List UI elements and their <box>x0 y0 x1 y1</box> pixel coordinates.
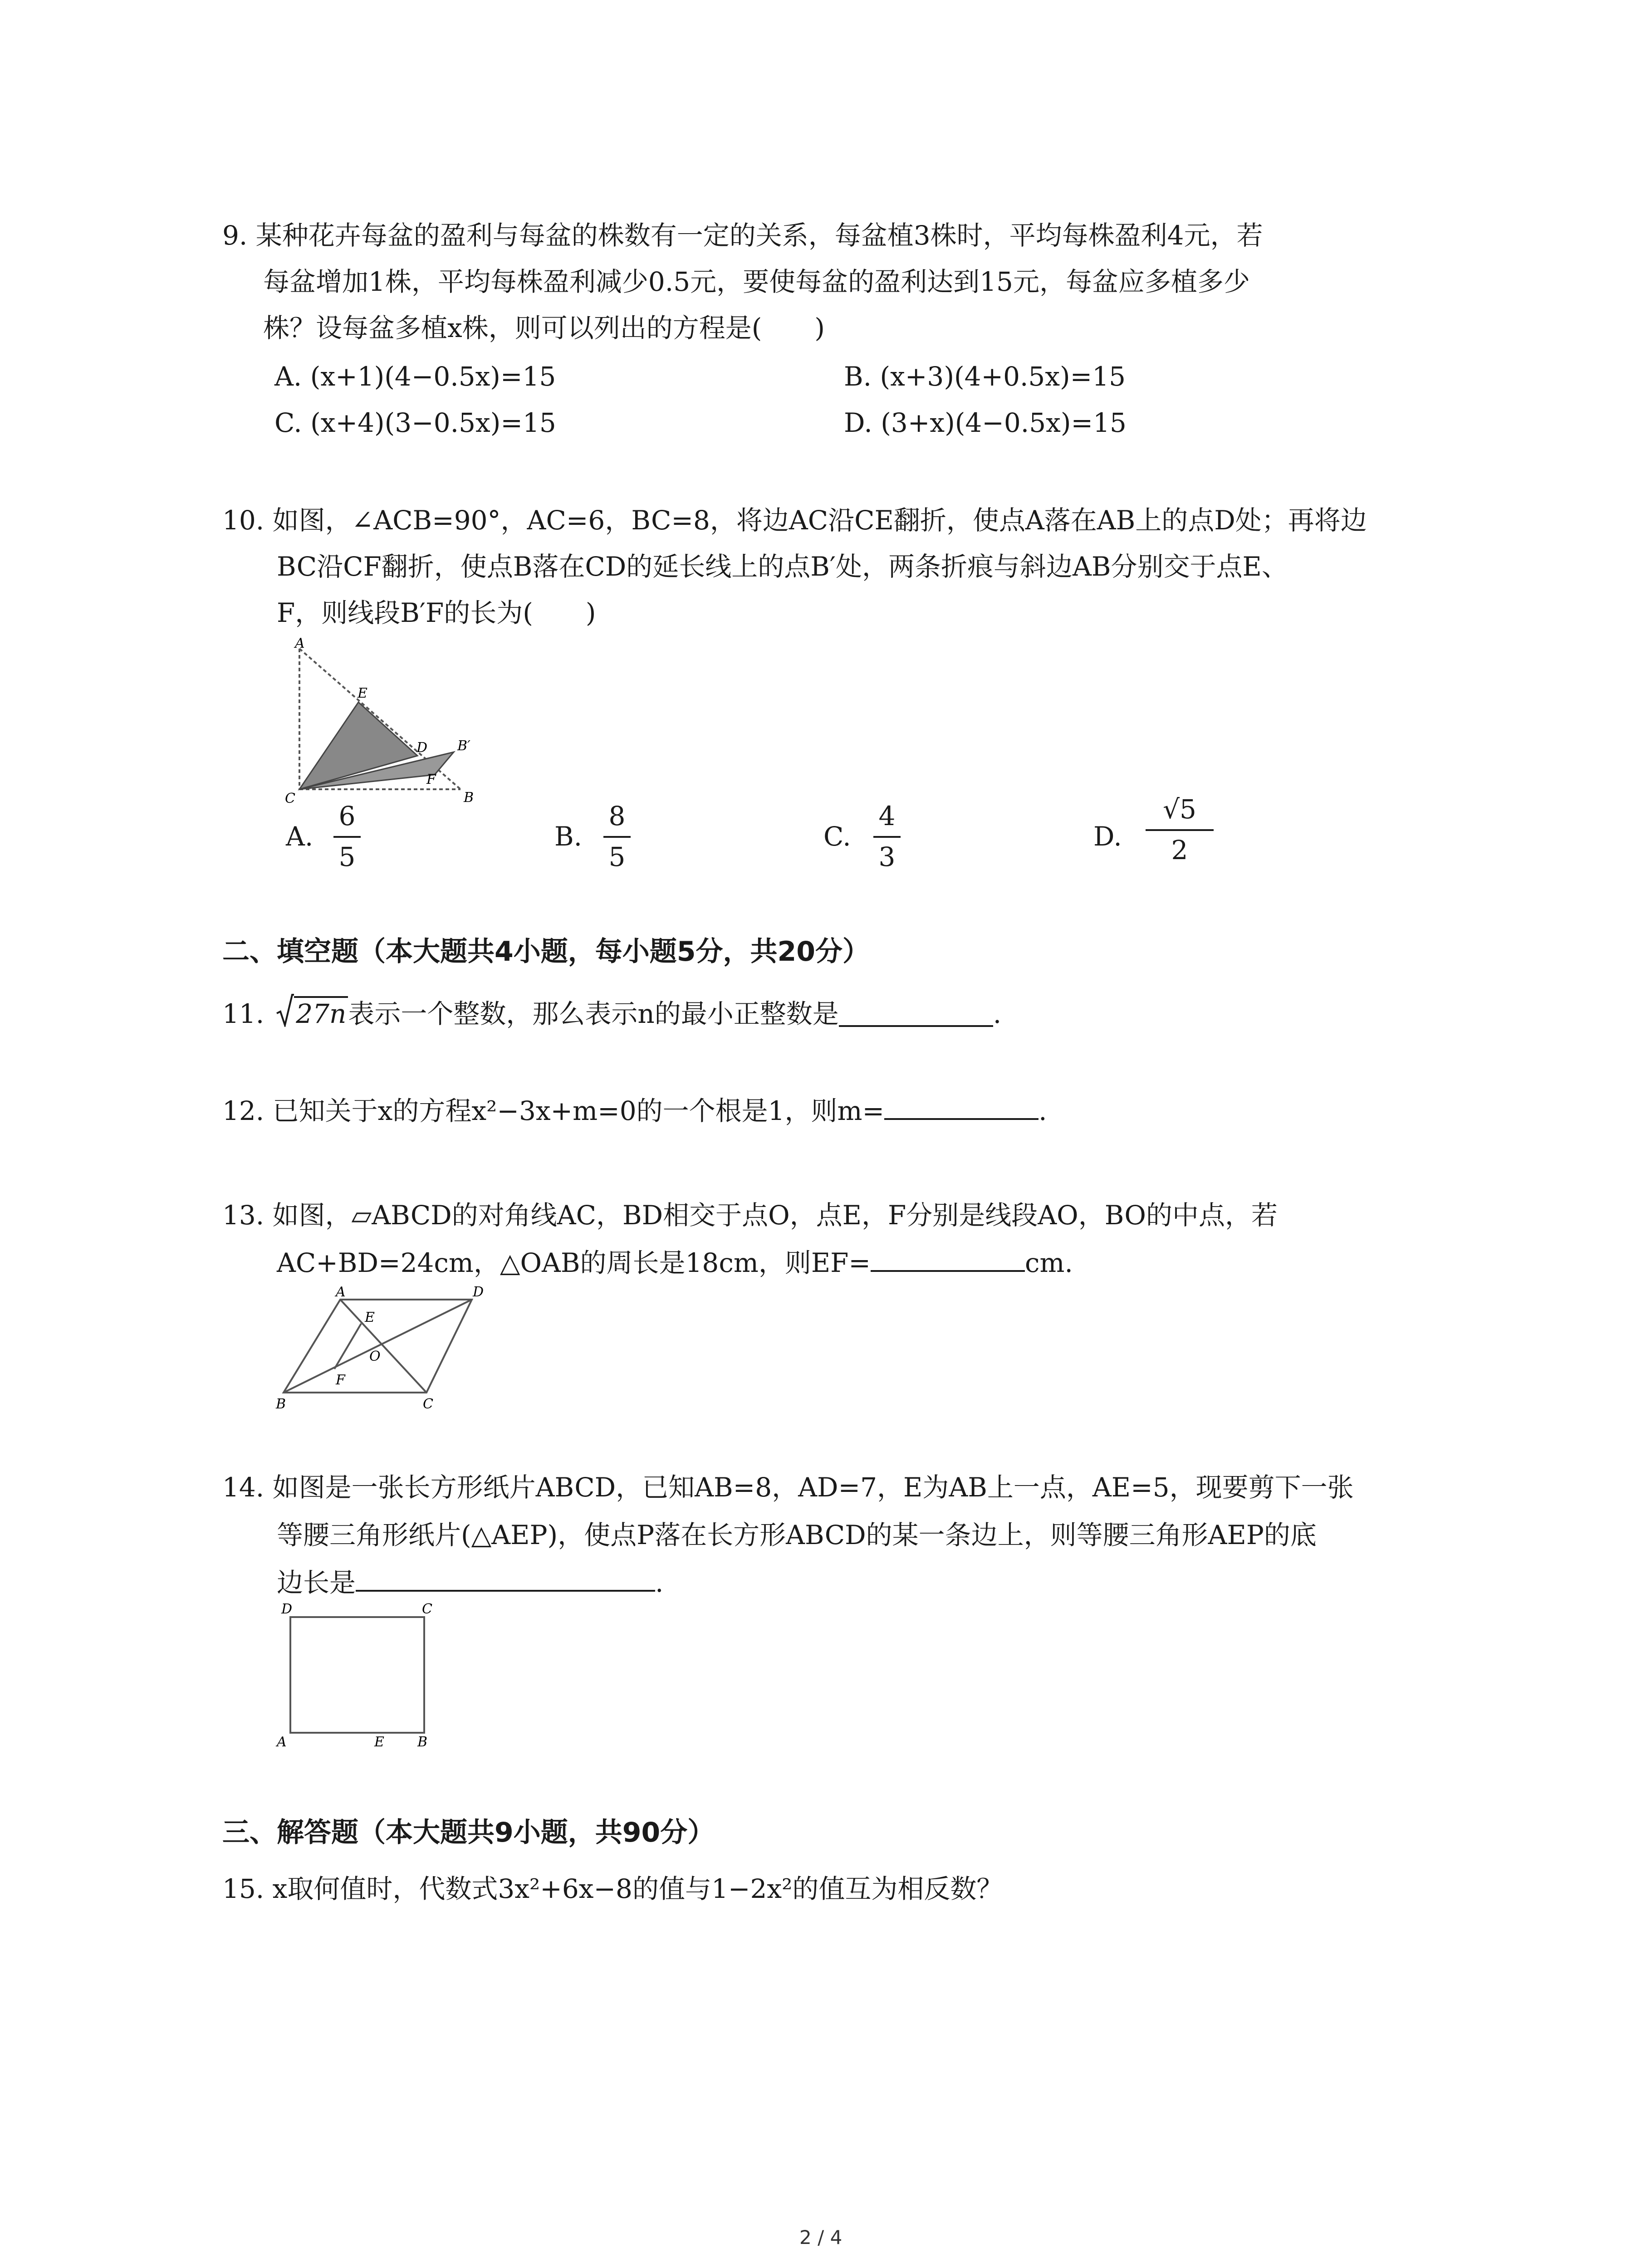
q14-line3-text: 边长是 <box>277 1567 356 1598</box>
q10-line1: 10. 如图，∠ACB=90°，AC=6，BC=8，将边AC沿CE翻折，使点A落在AB上的点D处；再将边 <box>222 505 1367 536</box>
q11-number: 11. <box>222 998 265 1029</box>
q13-fig-label-o: O <box>369 1349 381 1364</box>
q14-line2: 等腰三角形纸片(△AEP)，使点P落在长方形ABCD的某一条边上，则等腰三角形AEP的底 <box>277 1520 1317 1550</box>
q13-fig-label-b: B <box>276 1396 286 1412</box>
q14-fig-label-d: D <box>281 1601 293 1617</box>
radical-sign-icon <box>276 993 294 1027</box>
q14-figure <box>272 1599 454 1749</box>
q13-unit: cm. <box>1025 1247 1073 1278</box>
q12-line <box>222 1095 1047 1126</box>
q14-fig-label-c: C <box>422 1601 432 1617</box>
q9-option-b: B. (x+3)(4+0.5x)=15 <box>844 361 1126 392</box>
page-number: 2 / 4 <box>799 2226 843 2248</box>
q10-option-a-denominator: 5 <box>338 841 356 872</box>
q11-radicand: 27n <box>294 996 348 1027</box>
q10-fig-label-a: A <box>295 635 305 651</box>
q10-figure <box>281 631 495 812</box>
q11-text: 表示一个整数，那么表示n的最小正整数是 <box>348 998 839 1029</box>
q10-option-d-denominator: 2 <box>1171 835 1188 865</box>
q10-option-d-numerator: √5 <box>1163 794 1196 825</box>
q10-option-b-fraction <box>603 801 631 872</box>
q9-line2: 每盆增加1株，平均每株盈利减少0.5元，要使每盆的盈利达到15元，每盆应多植多少 <box>263 266 1250 297</box>
q14-fig-label-e: E <box>374 1734 384 1749</box>
q14-fig-label-b: B <box>417 1734 428 1749</box>
q10-option-c-fraction <box>873 801 901 872</box>
q13-line2 <box>277 1247 1073 1278</box>
q10-option-a-fraction <box>333 801 361 872</box>
section-3-heading: 三、解答题（本大题共9小题，共90分） <box>222 1817 715 1848</box>
q14-end: . <box>655 1567 664 1598</box>
q12-answer-blank[interactable] <box>884 1118 1038 1120</box>
q9-option-d: D. (3+x)(4−0.5x)=15 <box>844 407 1127 438</box>
q12-end: . <box>1038 1095 1047 1126</box>
q13-line1: 13. 如图，▱ABCD的对角线AC，BD相交于点O，点E，F分别是线段AO，BO的中点，若 <box>222 1200 1278 1231</box>
q10-option-a-label: A. <box>286 821 314 852</box>
q13-fig-label-e: E <box>365 1310 375 1325</box>
q12-text: 12. 已知关于x的方程x²−3x+m=0的一个根是1，则m= <box>222 1095 885 1126</box>
q10-option-c-denominator: 3 <box>878 841 896 872</box>
q10-fig-label-f: F <box>426 772 436 787</box>
q14-fig-label-a: A <box>277 1734 287 1749</box>
q10-fig-label-b: B <box>464 790 474 806</box>
q11-end: . <box>993 998 1002 1029</box>
q10-option-b-denominator: 5 <box>608 841 626 872</box>
q10-option-d-label: D. <box>1093 821 1122 852</box>
q14-answer-blank[interactable] <box>356 1590 655 1592</box>
q10-option-b-numerator: 8 <box>608 801 626 831</box>
q9-option-a: A. (x+1)(4−0.5x)=15 <box>274 361 556 392</box>
q11-line <box>222 993 1001 1027</box>
q14-line3 <box>277 1569 663 1596</box>
q13-fig-label-d: D <box>473 1284 484 1300</box>
section-2-heading: 二、填空题（本大题共4小题，每小题5分，共20分） <box>222 936 870 968</box>
q13-answer-blank[interactable] <box>871 1270 1025 1272</box>
q10-fig-label-bprime: B′ <box>457 738 470 754</box>
q10-option-c-label: C. <box>823 821 851 852</box>
q15-line: 15. x取何值时，代数式3x²+6x−8的值与1−2x²的值互为相反数？ <box>222 1873 1003 1904</box>
q10-line3: F，则线段B′F的长为( ) <box>277 597 596 628</box>
q13-fig-label-c: C <box>423 1396 433 1412</box>
q9-option-c: C. (x+4)(3−0.5x)=15 <box>274 407 556 438</box>
q11-radical <box>276 993 348 1027</box>
q10-option-d-fraction <box>1146 794 1214 865</box>
q10-line2: BC沿CF翻折，使点B落在CD的延长线上的点B′处，两条折痕与斜边AB分别交于点E、 <box>277 551 1288 582</box>
q10-option-c-numerator: 4 <box>878 801 896 831</box>
q10-option-b-label: B. <box>554 821 583 852</box>
q13-line2-text: AC+BD=24cm，△OAB的周长是18cm，则EF= <box>277 1247 871 1278</box>
q13-figure <box>272 1279 508 1415</box>
q13-fig-label-f: F <box>336 1372 345 1388</box>
q10-fig-label-e: E <box>358 685 367 701</box>
q10-fig-label-c: C <box>285 791 295 807</box>
q13-fig-label-a: A <box>336 1284 346 1300</box>
q9-line1: 9. 某种花卉每盆的盈利与每盆的株数有一定的关系，每盆植3株时，平均每株盈利4元，若 <box>222 220 1263 251</box>
q14-line1: 14. 如图是一张长方形纸片ABCD，已知AB=8，AD=7，E为AB上一点，AE=5，现要剪下一张 <box>222 1472 1354 1503</box>
q9-line3: 株？设每盆多植x株，则可以列出的方程是( ) <box>263 313 825 343</box>
q11-answer-blank[interactable] <box>839 1025 993 1027</box>
q10-fig-label-d: D <box>416 740 428 756</box>
q10-option-a-numerator: 6 <box>338 801 356 831</box>
